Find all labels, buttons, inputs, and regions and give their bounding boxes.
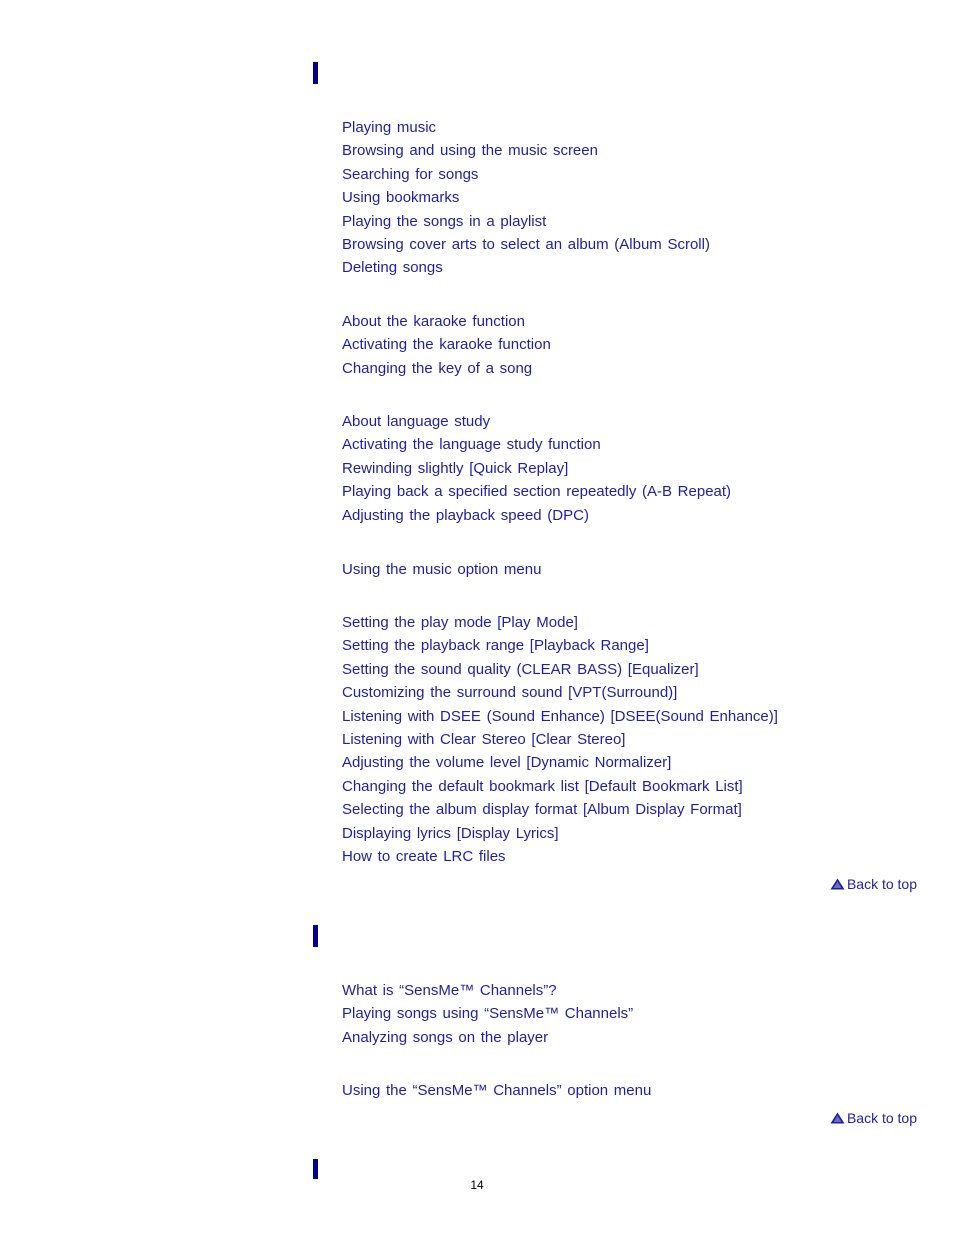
toc-link[interactable]: Playing songs using “SensMe™ Channels” bbox=[342, 1005, 634, 1023]
toc-link[interactable]: Deleting songs bbox=[342, 259, 443, 277]
link-group bbox=[342, 410, 731, 527]
back-to-top-link[interactable] bbox=[830, 876, 917, 892]
link-group bbox=[342, 1079, 651, 1102]
back-to-top-label: Back to top bbox=[846, 1110, 917, 1126]
toc-link[interactable]: About the karaoke function bbox=[342, 313, 525, 330]
page-number: 14 bbox=[470, 1178, 484, 1192]
link-group bbox=[342, 611, 778, 868]
toc-link[interactable]: Playing back a specified section repeatedly (A-B Repeat) bbox=[342, 483, 732, 501]
toc-link[interactable]: Listening with Clear Stereo [Clear Stereo] bbox=[342, 730, 626, 748]
toc-link[interactable]: Customizing the surround sound [VPT(Surround)] bbox=[342, 684, 678, 702]
toc-link[interactable]: Using the “SensMe™ Channels” option menu bbox=[342, 1082, 652, 1099]
section-marker-bar bbox=[313, 62, 318, 84]
toc-link[interactable]: How to create LRC files bbox=[342, 847, 506, 865]
triangle-up-icon bbox=[830, 1112, 845, 1124]
back-to-top-label: Back to top bbox=[846, 876, 917, 892]
toc-link[interactable]: Listening with DSEE (Sound Enhance) [DSEE(Sound Enhance)] bbox=[342, 707, 778, 725]
section-marker-bar bbox=[313, 1159, 318, 1179]
toc-link[interactable]: Browsing and using the music screen bbox=[342, 142, 598, 160]
toc-link[interactable]: Adjusting the playback speed (DPC) bbox=[342, 506, 589, 524]
toc-link[interactable]: Analyzing songs on the player bbox=[342, 1028, 549, 1046]
toc-link[interactable]: What is “SensMe™ Channels”? bbox=[342, 982, 557, 999]
toc-link[interactable]: Changing the default bookmark list [Default Bookmark List] bbox=[342, 777, 743, 795]
link-group bbox=[342, 310, 551, 380]
section-marker-bar bbox=[313, 925, 318, 947]
toc-link[interactable]: Activating the language study function bbox=[342, 436, 601, 454]
toc-link[interactable]: Searching for songs bbox=[342, 165, 479, 183]
toc-link[interactable]: Using bookmarks bbox=[342, 189, 460, 207]
toc-link[interactable]: Adjusting the volume level [Dynamic Normalizer] bbox=[342, 754, 672, 772]
toc-link[interactable]: Displaying lyrics [Display Lyrics] bbox=[342, 824, 559, 842]
toc-link[interactable]: Setting the playback range [Playback Range] bbox=[342, 637, 649, 655]
toc-link[interactable]: Setting the sound quality (CLEAR BASS) [Equalizer] bbox=[342, 660, 699, 678]
toc-link[interactable]: Using the music option menu bbox=[342, 561, 542, 578]
toc-link[interactable]: About language study bbox=[342, 413, 491, 430]
link-group bbox=[342, 558, 541, 581]
toc-link[interactable]: Activating the karaoke function bbox=[342, 336, 551, 354]
toc-link[interactable]: Setting the play mode [Play Mode] bbox=[342, 614, 578, 631]
toc-link[interactable]: Rewinding slightly [Quick Replay] bbox=[342, 459, 569, 477]
link-group bbox=[342, 979, 633, 1049]
back-to-top-link[interactable] bbox=[830, 1110, 917, 1126]
toc-link[interactable]: Browsing cover arts to select an album (Album Scroll) bbox=[342, 235, 710, 253]
toc-link[interactable]: Changing the key of a song bbox=[342, 359, 533, 377]
toc-link[interactable]: Playing music bbox=[342, 119, 437, 136]
link-group bbox=[342, 116, 710, 280]
toc-link[interactable]: Selecting the album display format [Album Display Format] bbox=[342, 801, 742, 819]
toc-link[interactable]: Playing the songs in a playlist bbox=[342, 212, 547, 230]
triangle-up-icon bbox=[830, 878, 845, 890]
